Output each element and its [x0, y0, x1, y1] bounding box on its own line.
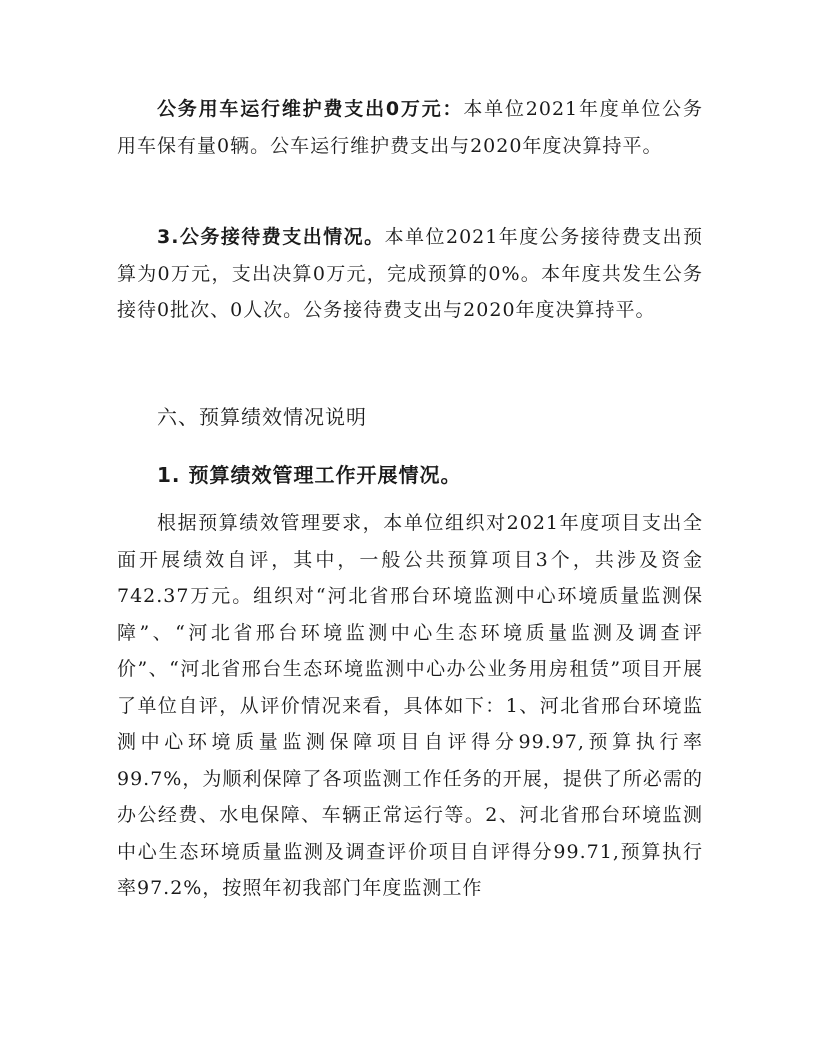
paragraph-reception-expense-lead: 3.公务接待费支出情况。 — [157, 226, 385, 248]
sub-heading: 1. 预算绩效管理工作开展情况。 — [157, 463, 462, 487]
paragraph-vehicle-maintenance-body: 本单位2021年度单位公务用车保有量0辆。公车运行维护费支出与2020年度决算持平。 — [117, 98, 703, 157]
paragraph-performance-evaluation: 根据预算绩效管理要求，本单位组织对2021年度项目支出全面开展绩效自评，其中，一般公共预算项目3个，共涉及资金742.37万元。组织对“河北省邢台环境监测中心环境质量监测保障”、“河北省邢台环境监测中心生态环境质量监测及调查评价”、“河北省邢台生态环境监测中心办公业务用房租赁”项目开展了单位自评，从评价情况来看，具体如下：1、河北省邢台环境监测中心环境质量监测保障项目自评得分99.97,预算执行率99.7%，为顺利保障了各项监测工作任务的开展，提供了所必需的办公经费、水电保障、车辆正常运行等。2、河北省邢台环境监测中心生态环境质量监测及调查评价项目自评得分99.71,预算执行率97.2%，按照年初我部门年度监测工作 — [117, 512, 703, 899]
paragraph-vehicle-maintenance — [117, 91, 703, 164]
paragraph-vehicle-maintenance-lead: 公务用车运行维护费支出0万元： — [157, 98, 464, 120]
paragraph-reception-expense — [117, 219, 703, 329]
paragraph-reception-expense-body: 本单位2021年度公务接待费支出预算为0万元，支出决算0万元，完成预算的0%。本年度共发生公务接待0批次、0人次。公务接待费支出与2020年度决算持平。 — [117, 226, 703, 321]
section-heading: 六、预算绩效情况说明 — [157, 405, 367, 429]
